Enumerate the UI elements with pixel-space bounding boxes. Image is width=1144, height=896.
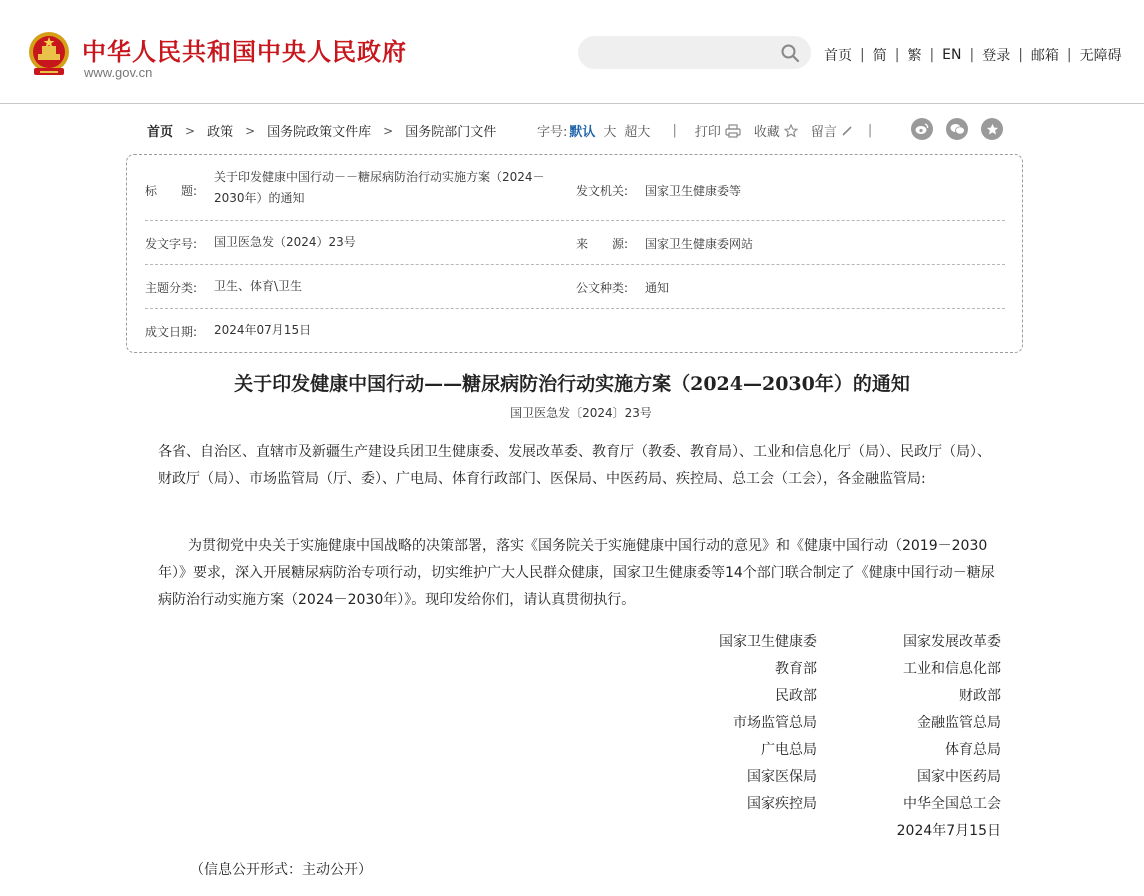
signature-left: 国家卫生健康委: [719, 634, 817, 650]
signature-date: 2024年7月15日: [896, 823, 1001, 839]
chevron-right-icon: >: [185, 123, 196, 138]
printer-icon: [725, 124, 741, 138]
doc-type-value: 通知: [645, 281, 670, 295]
search-input[interactable]: [578, 36, 811, 69]
topic-label: 主题分类:: [145, 281, 198, 295]
signature-left: 国家医保局: [747, 769, 817, 785]
chevron-right-icon: >: [245, 123, 256, 138]
tools-divider: |: [672, 123, 677, 138]
date-value: 2024年07月15日: [214, 323, 312, 337]
article-title: 关于印发健康中国行动——糖尿病防治行动实施方案（2024—2030年）的通知: [234, 373, 910, 395]
article-paragraph-body: 为贯彻党中央关于实施健康中国战略的决策部署，落实《国务院关于实施健康中国行动的意见》和《健康中国行动（2019－2030年）》要求，深入开展糖尿病防治专项行动，切实维护广大人民群众健康，国家卫生健康委等14个部门联合制定了《健康中国行动－糖尿病防治行动实施方案（2024－2030年）》。现印发给你们，请认真贯彻执行。: [158, 538, 995, 608]
font-size-xlarge[interactable]: 超大: [624, 125, 651, 140]
top-navigation: [824, 45, 1122, 65]
signature-right: 中华全国总工会: [903, 796, 1001, 812]
site-header: [0, 0, 1144, 104]
signature-left: 国家疾控局: [747, 796, 817, 812]
nav-divider: |: [860, 47, 865, 63]
site-url[interactable]: www.gov.cn: [84, 65, 153, 80]
signature-left: 广电总局: [761, 742, 817, 758]
source-value: 国家卫生健康委网站: [645, 237, 754, 251]
nav-divider: |: [894, 47, 900, 63]
doc-number-value: 国卫医急发（2024）23号: [214, 235, 356, 249]
info-row-title: [145, 163, 1005, 221]
title-label: 标 题:: [145, 184, 198, 198]
print-button[interactable]: [695, 121, 741, 140]
document-info-table: [126, 154, 1023, 353]
breadcrumb-policy[interactable]: 政策: [207, 125, 234, 140]
nav-home[interactable]: 首页: [824, 48, 852, 64]
title-value-line2: 2030年）的通知: [214, 191, 305, 205]
favorite-button[interactable]: [754, 121, 798, 140]
star-outline-icon: [784, 124, 798, 138]
title-value: [214, 167, 545, 209]
nav-traditional[interactable]: 繁: [907, 48, 922, 64]
breadcrumb-policy-library[interactable]: 国务院政策文件库: [267, 125, 372, 140]
signature-right: 体育总局: [945, 742, 1001, 758]
article-number: 国卫医急发〔2024〕23号: [510, 406, 652, 420]
national-emblem-icon[interactable]: [26, 30, 72, 78]
nav-login[interactable]: 登录: [982, 48, 1011, 64]
share-bar: [911, 118, 1016, 140]
breadcrumb-department-docs[interactable]: 国务院部门文件: [405, 125, 497, 140]
issuer-value: 国家卫生健康委等: [645, 184, 742, 198]
info-row-topic: [145, 265, 1005, 309]
article-paragraph-recipients: 各省、自治区、直辖市及新疆生产建设兵团卫生健康委、发展改革委、教育厅（教委、教育局）、工业和信息化厅（局）、民政厅（局）、财政厅（局）、市场监管局（厅、委）、广电局、体育行政部门、医保局、中医药局、疾控局、总工会（工会），各金融监管局:: [158, 444, 991, 487]
nav-simplified[interactable]: 简: [872, 48, 887, 64]
date-label: 成文日期:: [145, 325, 198, 339]
wechat-icon[interactable]: [946, 118, 968, 140]
favorite-star-icon[interactable]: [981, 118, 1003, 140]
comment-label: 留言: [810, 125, 837, 140]
font-size-default[interactable]: 默认: [569, 125, 596, 140]
signature-right: 国家中医药局: [917, 769, 1001, 785]
source-label: 来 源:: [576, 237, 629, 251]
font-size-label: 字号:: [537, 125, 568, 140]
favorite-label: 收藏: [753, 125, 780, 140]
nav-divider: |: [969, 47, 975, 63]
print-label: 打印: [694, 125, 721, 140]
pencil-icon: [841, 125, 853, 137]
nav-accessibility[interactable]: 无障碍: [1079, 48, 1122, 64]
chevron-right-icon: >: [383, 123, 394, 138]
issuer-label: 发文机关:: [576, 184, 629, 198]
breadcrumb: [147, 121, 496, 140]
title-value-line1: 关于印发健康中国行动－－糖尿病防治行动实施方案（2024－: [214, 170, 545, 184]
site-title[interactable]: 中华人民共和国中央人民政府: [82, 37, 407, 66]
nav-divider: |: [1066, 47, 1072, 63]
doc-number-label: 发文字号:: [145, 237, 198, 251]
comment-button[interactable]: [811, 121, 853, 140]
nav-mail[interactable]: 邮箱: [1030, 48, 1059, 64]
info-row-date: [145, 309, 1005, 349]
signature-right: 工业和信息化部: [903, 661, 1001, 677]
page-tools: [537, 121, 872, 140]
weibo-icon[interactable]: [911, 118, 933, 140]
nav-english[interactable]: EN: [942, 47, 962, 63]
signature-right: 财政部: [959, 688, 1001, 704]
signature-left: 教育部: [775, 661, 817, 677]
signature-right: 国家发展改革委: [903, 634, 1001, 650]
topic-value: 卫生、体育\卫生: [214, 279, 303, 293]
signature-right: 金融监管总局: [917, 715, 1001, 731]
doc-type-label: 公文种类:: [576, 281, 629, 295]
signature-left: 民政部: [775, 688, 817, 704]
signature-left: 市场监管总局: [733, 715, 817, 731]
search-icon[interactable]: [780, 43, 800, 63]
font-size-large[interactable]: 大: [603, 125, 617, 140]
breadcrumb-home[interactable]: 首页: [147, 125, 174, 140]
nav-divider: |: [1018, 47, 1023, 63]
info-row-docno: [145, 221, 1005, 265]
nav-divider: |: [929, 47, 935, 63]
disclosure-note: （信息公开形式：主动公开）: [190, 862, 372, 878]
tools-divider: |: [867, 123, 873, 138]
